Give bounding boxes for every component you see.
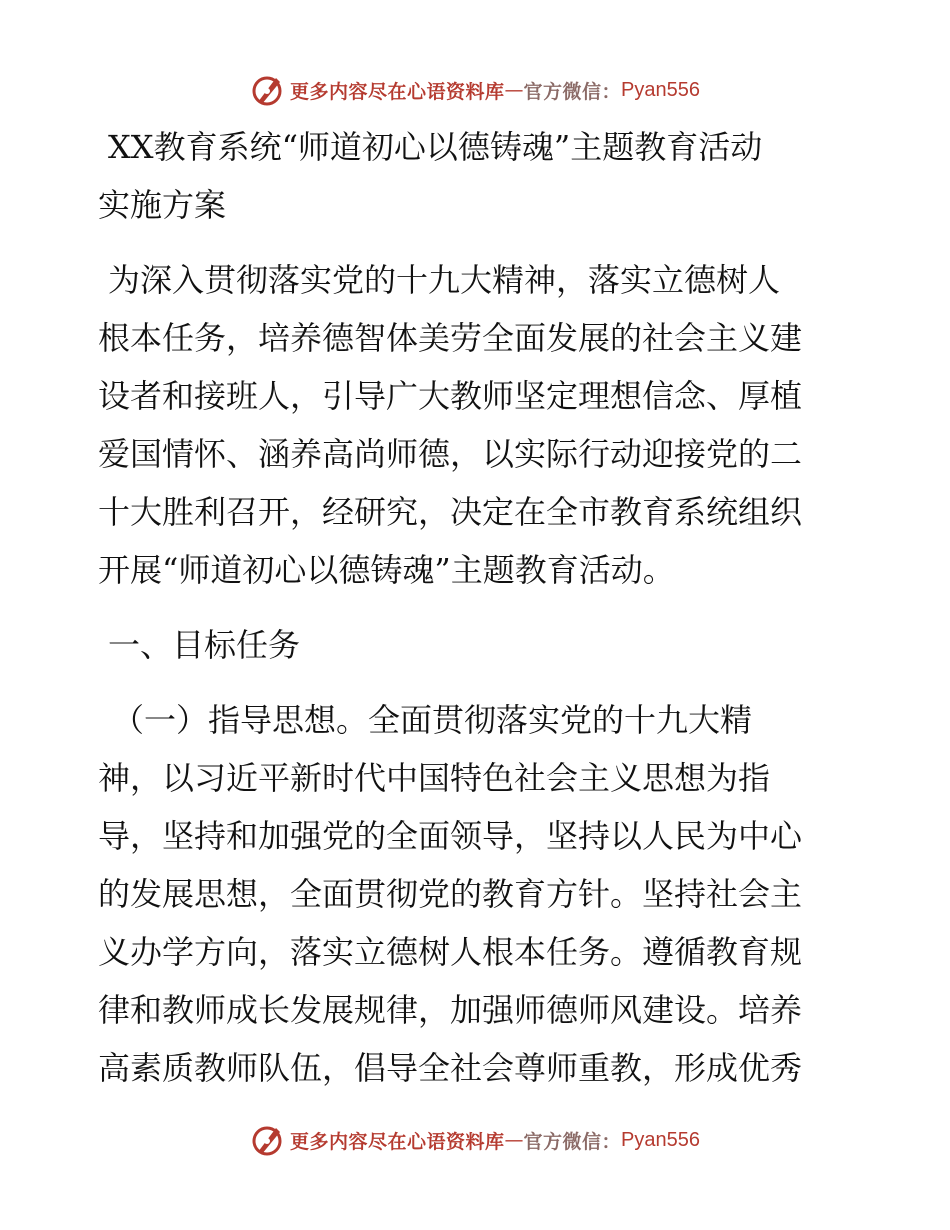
intro-line-2: 根本任务，培养德智体美劳全面发展的社会主义建 <box>98 319 803 357</box>
banner-dash: — <box>504 1129 524 1151</box>
section-line-3: 导，坚持和加强党的全面领导，坚持以人民为中心 <box>98 817 803 855</box>
intro-line-5: 十大胜利召开，经研究，决定在全市教育系统组织 <box>98 493 803 531</box>
footer-banner <box>0 1118 950 1162</box>
quill-logo-icon <box>250 72 286 108</box>
banner-dash: — <box>504 79 524 101</box>
intro-line-4: 爱国情怀、涵养高尚师德，以实际行动迎接党的二 <box>98 435 803 473</box>
section-line-1: （一）指导思想。全面贯彻落实党的十九大精 <box>112 701 753 739</box>
quill-logo-icon <box>250 1122 286 1158</box>
banner-wechat-label: 官方微信： <box>523 1130 622 1153</box>
section-line-4: 的发展思想，全面贯彻党的教育方针。坚持社会主 <box>98 875 803 913</box>
banner-site-name: 更多内容尽在心语资料库 <box>290 1130 505 1153</box>
section-heading: 一、目标任务 <box>108 626 301 664</box>
intro-line-3: 设者和接班人，引导广大教师坚定理想信念、厚植 <box>98 377 803 415</box>
doc-title-line-2: 实施方案 <box>98 186 227 224</box>
intro-line-1: 为深入贯彻落实党的十九大精神，落实立德树人 <box>108 261 781 299</box>
section-line-5: 义办学方向，落实立德树人根本任务。遵循教育规 <box>98 933 803 971</box>
intro-line-6: 开展“师道初心以德铸魂”主题教育活动。 <box>98 551 675 589</box>
section-line-2: 神，以习近平新时代中国特色社会主义思想为指 <box>98 759 771 797</box>
banner-wechat-id: Pyan556 <box>621 1128 700 1151</box>
banner-wechat-id: Pyan556 <box>621 78 700 101</box>
section-line-7: 高素质教师队伍，倡导全社会尊师重教，形成优秀 <box>98 1049 803 1087</box>
banner-site-name: 更多内容尽在心语资料库 <box>290 80 505 103</box>
doc-title-line-1: XX教育系统“师道初心以德铸魂”主题教育活动 <box>108 128 763 166</box>
section-line-6: 律和教师成长发展规律，加强师德师风建设。培养 <box>98 991 803 1029</box>
banner-wechat-label: 官方微信： <box>523 80 622 103</box>
header-banner <box>0 68 950 112</box>
